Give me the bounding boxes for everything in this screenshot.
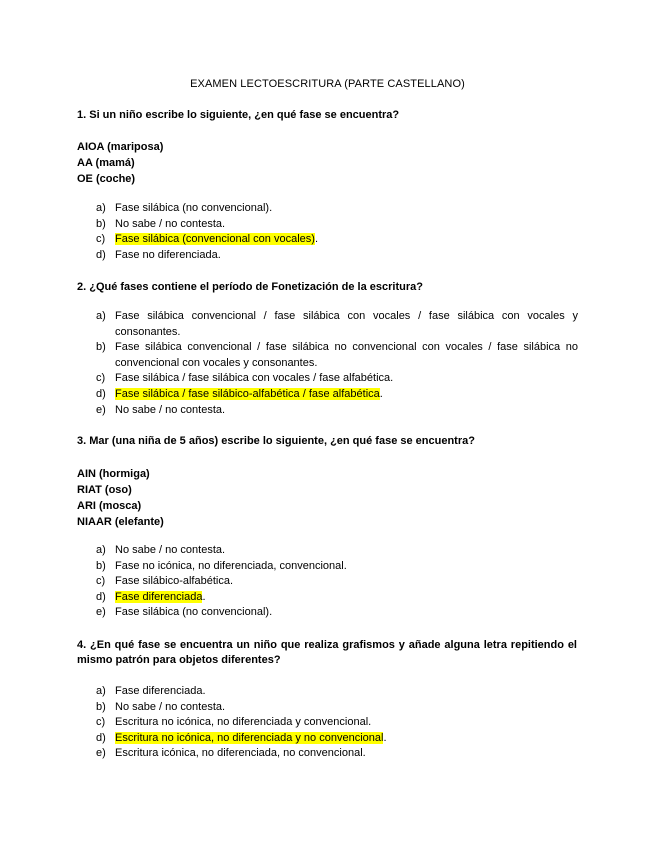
option-4d: d) Escritura no icónica, no diferenciada y no convencional. bbox=[96, 731, 387, 744]
option-1d: d) Fase no diferenciada. bbox=[96, 248, 221, 261]
option-4e: e) Escritura icónica, no diferenciada, no convencional. bbox=[96, 747, 366, 760]
option-1b: b) No sabe / no contesta. bbox=[96, 217, 226, 230]
options-2 bbox=[96, 309, 578, 418]
word-list-3 bbox=[77, 466, 164, 530]
word-list-1 bbox=[77, 139, 163, 187]
option-1a: a) Fase silábica (no convencional). bbox=[96, 202, 273, 214]
options-4 bbox=[96, 684, 578, 762]
page-title: EXAMEN LECTOESCRITURA (PARTE CASTELLANO) bbox=[190, 78, 465, 90]
option-2a: a) Fase silábica convencional / fase silábica con vocales / fase silábica con vocales y consonantes. bbox=[96, 310, 578, 338]
option-2e: e) No sabe / no contesta. bbox=[96, 403, 226, 416]
options-1 bbox=[96, 201, 578, 263]
word-item: AIN (hormiga) bbox=[77, 468, 150, 480]
question-1: 1. Si un niño escribe lo siguiente, ¿en qué fase se encuentra? bbox=[77, 109, 400, 121]
option-3d: d) Fase diferenciada. bbox=[96, 590, 206, 603]
option-4c: c) Escritura no icónica, no diferenciada y convencional. bbox=[96, 716, 372, 729]
question-3: 3. Mar (una niña de 5 años) escribe lo siguiente, ¿en qué fase se encuentra? bbox=[77, 435, 475, 447]
option-4a: a) Fase diferenciada. bbox=[96, 685, 206, 697]
option-3e: e) Fase silábica (no convencional). bbox=[96, 606, 273, 619]
word-item: OE (coche) bbox=[77, 173, 136, 185]
word-item: RIAT (oso) bbox=[77, 484, 132, 496]
option-4b: b) No sabe / no contesta. bbox=[96, 700, 226, 713]
highlighted-answer: Escritura no icónica, no diferenciada y no convencional bbox=[115, 731, 384, 744]
question-4: 4. ¿En qué fase se encuentra un niño que realiza grafismos y añade alguna letra repitiendo el mismo patrón para objetos diferentes? bbox=[77, 639, 577, 666]
option-2c: c) Fase silábica / fase silábica con vocales / fase alfabética. bbox=[96, 372, 394, 385]
option-2d: d) Fase silábica / fase silábico-alfabética / fase alfabética. bbox=[96, 387, 383, 400]
question-2: 2. ¿Qué fases contiene el período de Fonetización de la escritura? bbox=[77, 281, 423, 293]
word-item: ARI (mosca) bbox=[77, 500, 142, 512]
word-item: AIOA (mariposa) bbox=[77, 141, 164, 153]
option-2b: b) Fase silábica convencional / fase silábica no convencional con vocales / fase silábica no convencional con vocales y consonantes. bbox=[96, 341, 578, 369]
option-3c: c) Fase silábico-alfabética. bbox=[96, 575, 234, 588]
option-3a: a) No sabe / no contesta. bbox=[96, 544, 226, 556]
options-3 bbox=[96, 543, 578, 621]
word-item: NIAAR (elefante) bbox=[77, 516, 164, 528]
option-1c: c) Fase silábica (convencional con vocales). bbox=[96, 233, 318, 246]
highlighted-answer: Fase silábica / fase silábico-alfabética / fase alfabética bbox=[115, 387, 380, 400]
option-3b: b) Fase no icónica, no diferenciada, convencional. bbox=[96, 559, 347, 572]
highlighted-answer: Fase silábica (convencional con vocales) bbox=[115, 233, 315, 246]
word-item: AA (mamá) bbox=[77, 157, 135, 169]
highlighted-answer: Fase diferenciada bbox=[115, 590, 203, 603]
